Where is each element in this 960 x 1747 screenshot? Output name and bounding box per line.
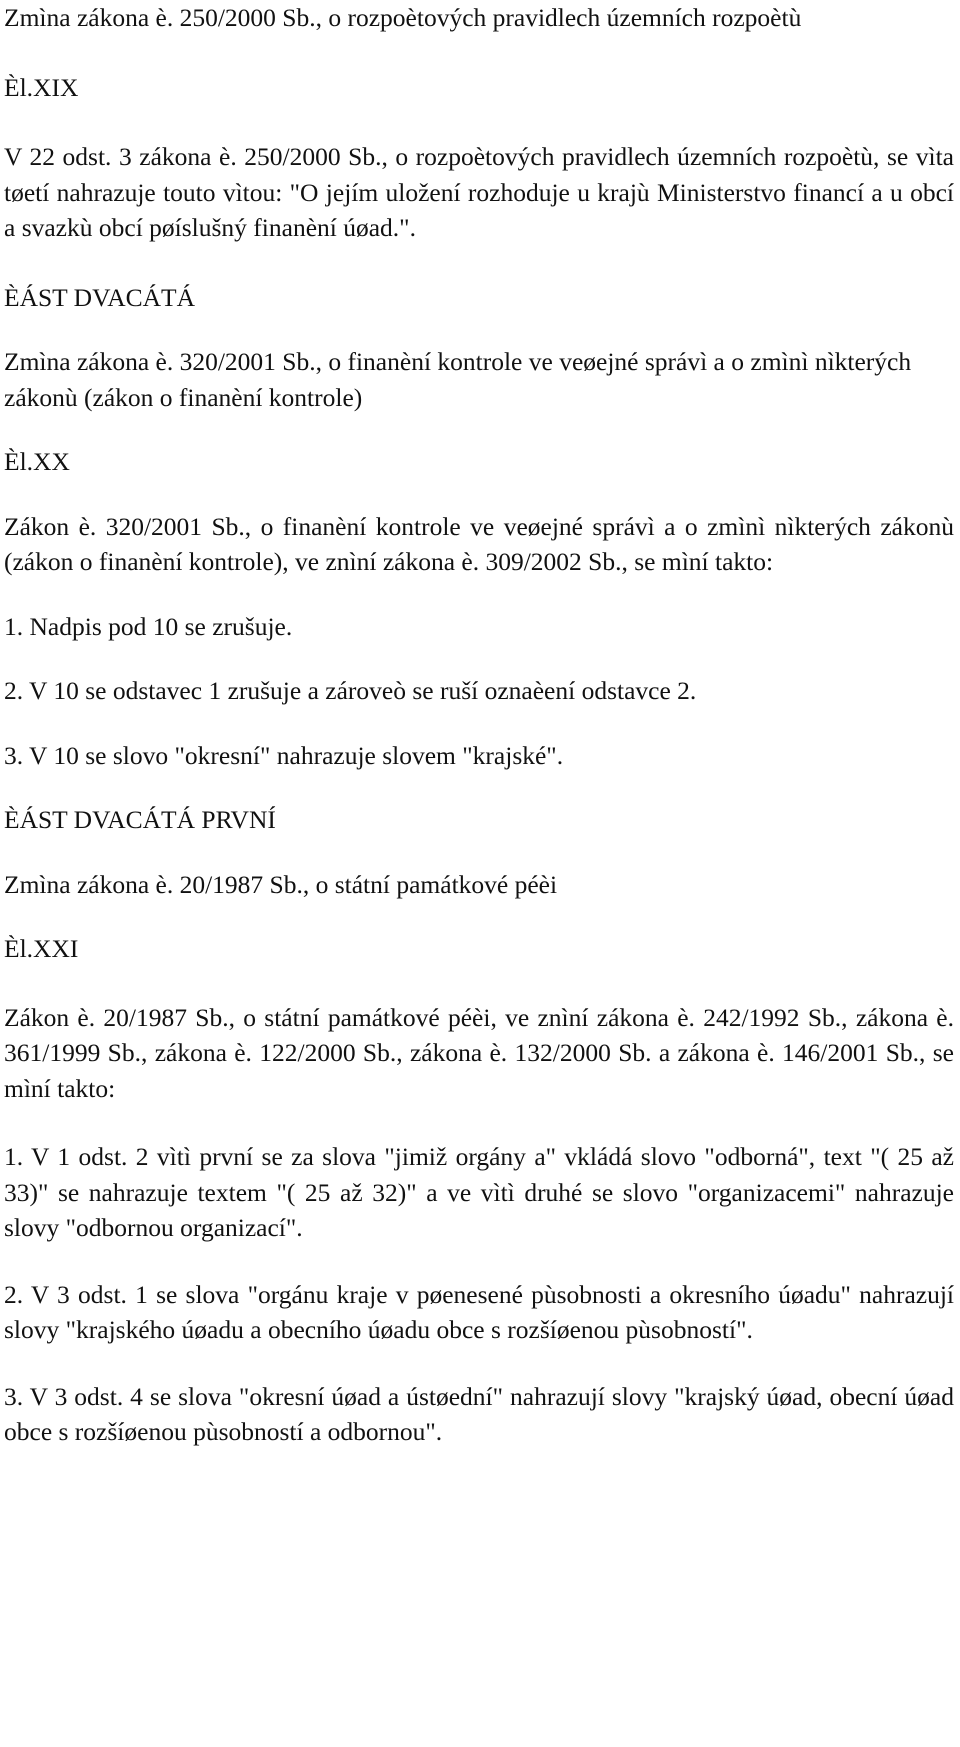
article-xx-item-3: 3. V 10 se slovo "okresní" nahrazuje slovem "krajské".	[4, 740, 564, 770]
spacer	[4, 644, 954, 673]
part-twenty-heading: ÈÁST DVACÁTÁ	[4, 282, 196, 312]
article-xxi-item-1: 1. V 1 odst. 2 vìtì první se za slova "jimiž orgány a" vkládá slovo "odborná", text "( 25 až 33)" se nahrazuje textem "( 25 až 32)" a ve vìtì druhé se slovo "organizacemi" nahrazuje slovy "odbornou organizací".	[4, 1142, 954, 1242]
spacer	[4, 902, 954, 931]
part-twenty-one-heading: ÈÁST DVACÁTÁ PRVNÍ	[4, 805, 276, 834]
article-xx-item-2: 2. V 10 se odstavec 1 zrušuje a zároveò se ruší oznaèení odstavce 2.	[4, 676, 697, 705]
spacer	[4, 415, 954, 444]
amendment-heading-250-2000: Zmìna zákona è. 250/2000 Sb., o rozpoètových pravidlech územních rozpoètù	[4, 3, 802, 32]
article-xx-label: Èl.XX	[4, 447, 70, 476]
spacer	[4, 246, 954, 280]
amendment-heading-20-1987: Zmìna zákona è. 20/1987 Sb., o státní památkové péèi	[4, 869, 558, 899]
spacer	[4, 1106, 954, 1139]
article-xxi-label: Èl.XXI	[4, 934, 79, 963]
article-xx-item-1: 1. Nadpis pod 10 se zrušuje.	[4, 611, 293, 641]
spacer	[4, 580, 954, 609]
article-xxi-text: Zákon è. 20/1987 Sb., o státní památkové péèi, ve znìní zákona è. 242/1992 Sb., zákona è. 361/1999 Sb., zákona è. 122/2000 Sb., zákona è. 132/2000 Sb. a zákona è. 146/2001 Sb., se mìní takto:	[4, 1002, 954, 1103]
spacer	[4, 36, 954, 70]
amendment-heading-320-2001: Zmìna zákona è. 320/2001 Sb., o finanèní kontrole ve veøejné správì a o zmìnì nìkterých zákonù (zákon o finanèní kontrole)	[4, 347, 912, 412]
spacer	[4, 709, 954, 738]
article-xx-text: Zákon è. 320/2001 Sb., o finanèní kontrole ve veøejné správì a o zmìnì nìkterých zákonù (zákon o finanèní kontrole), ve znìní zákona è. 309/2002 Sb., se mìní takto:	[4, 511, 954, 576]
spacer	[4, 967, 954, 1000]
spacer	[4, 838, 954, 867]
spacer	[4, 773, 954, 802]
article-xxi-item-3: 3. V 3 odst. 4 se slova "okresní úøad a ústøední" nahrazují slovy "krajský úøad, obecní úøad obce s rozšíøenou pùsobností a odbornou".	[4, 1381, 954, 1446]
article-xix-text: V 22 odst. 3 zákona è. 250/2000 Sb., o rozpoètových pravidlech územních rozpoètù, se vìta tøetí nahrazuje touto vìtou: "O jejím uložení rozhoduje u krajù Ministerstvo financí a u obcí a svazkù obcí pøíslušný finanèní úøad.".	[4, 142, 954, 242]
spacer	[4, 1348, 954, 1379]
spacer	[4, 1246, 954, 1277]
article-xix-label: Èl.XIX	[4, 72, 79, 102]
spacer	[4, 315, 954, 344]
spacer	[4, 105, 954, 139]
article-xxi-item-2: 2. V 3 odst. 1 se slova "orgánu kraje v pøenesené pùsobnosti a okresního úøadu" nahrazují slovy "krajského úøadu a obecního úøadu obce s rozšíøenou pùsobností".	[4, 1279, 954, 1344]
spacer	[4, 480, 954, 509]
